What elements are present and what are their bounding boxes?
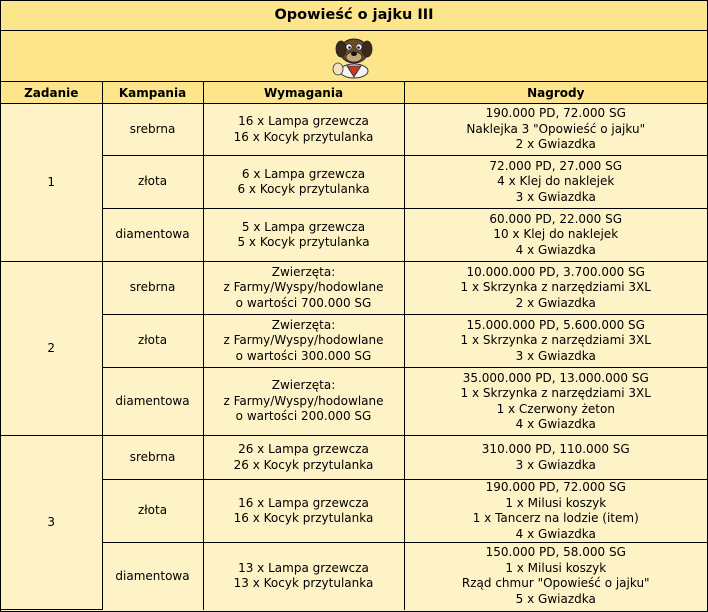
requirement-line: 5 x Kocyk przytulanka	[237, 235, 370, 249]
reward-line: 2 x Gwiazdka	[515, 137, 596, 152]
reward-line: 10 x Klej do naklejek	[493, 227, 619, 242]
requirement-line: o wartości 700.000 SG	[235, 295, 372, 310]
campaign-cell: złota	[102, 315, 203, 368]
requirement-line: o wartości 300.000 SG	[235, 348, 372, 363]
reward-line: 1 x Skrzynka z narzędziami 3XL	[460, 333, 651, 348]
rewards-cell	[404, 436, 707, 480]
reward-line: 3 x Gwiazdka	[515, 189, 596, 204]
campaign-cell: srebrna	[102, 436, 203, 480]
reward-line: 35.000.000 PD, 13.000.000 SG	[462, 370, 649, 385]
table-row	[1, 543, 707, 610]
requirement-line: 13 x Lampa grzewcza	[238, 560, 369, 575]
rewards-cell	[404, 209, 707, 262]
reward-line: 1 x Milusi koszyk	[505, 560, 607, 575]
reward-line: 5 x Gwiazdka	[515, 591, 596, 606]
rewards-cell	[404, 156, 707, 209]
requirements-cell	[203, 543, 404, 610]
reward-line: 1 x Tancerz na lodzie (item)	[472, 511, 639, 525]
table-row	[1, 156, 707, 209]
reward-line: 190.000 PD, 72.000 SG	[485, 106, 626, 121]
reward-line: Rząd chmur "Opowieść o jajku"	[461, 576, 650, 591]
requirements-cell	[203, 480, 404, 543]
requirement-line: Zwierzęta:	[271, 264, 336, 279]
rewards-cell	[404, 543, 707, 610]
rewards-cell	[404, 104, 707, 156]
requirement-line: 6 x Kocyk przytulanka	[237, 182, 370, 196]
reward-line: 1 x Skrzynka z narzędziami 3XL	[460, 386, 651, 400]
reward-line: Naklejka 3 "Opowieść o jajku"	[466, 121, 646, 136]
requirements-cell	[203, 156, 404, 209]
table-row	[1, 436, 707, 480]
banner	[1, 31, 707, 82]
reward-line: 10.000.000 PD, 3.700.000 SG	[466, 264, 645, 279]
task-number: 3	[1, 436, 102, 610]
dog-mascot-icon	[327, 33, 381, 79]
rewards-cell	[404, 315, 707, 368]
table-row	[1, 209, 707, 262]
table-title: Opowieść o jajku III	[1, 1, 707, 31]
campaign-cell: diamentowa	[102, 368, 203, 436]
rewards-cell	[404, 262, 707, 315]
requirement-line: 5 x Lampa grzewcza	[241, 219, 366, 234]
reward-line: 4 x Klej do naklejek	[497, 174, 615, 189]
campaign-cell: srebrna	[102, 262, 203, 315]
requirement-line: 16 x Lampa grzewcza	[238, 495, 369, 510]
reward-line: 190.000 PD, 72.000 SG	[485, 480, 626, 494]
requirement-line: 26 x Kocyk przytulanka	[233, 457, 374, 472]
header-zadanie: Zadanie	[1, 82, 102, 104]
reward-line: 3 x Gwiazdka	[515, 457, 596, 472]
reward-line: 4 x Gwiazdka	[515, 526, 596, 541]
requirement-line: 13 x Kocyk przytulanka	[233, 576, 374, 591]
requirements-cell	[203, 315, 404, 368]
requirements-cell	[203, 104, 404, 156]
requirement-line: o wartości 200.000 SG	[235, 409, 372, 424]
header-kampania: Kampania	[102, 82, 203, 104]
campaign-cell: srebrna	[102, 104, 203, 156]
header-wymagania: Wymagania	[203, 82, 404, 104]
task-number: 1	[1, 104, 102, 262]
quest-table	[1, 82, 707, 610]
header-row	[1, 82, 707, 104]
requirements-cell	[203, 368, 404, 436]
requirement-line: Zwierzęta:	[271, 317, 336, 332]
reward-line: 1 x Milusi koszyk	[505, 495, 607, 510]
requirement-line: z Farmy/Wyspy/hodowlane	[223, 393, 384, 408]
campaign-cell: złota	[102, 480, 203, 543]
reward-line: 4 x Gwiazdka	[515, 242, 596, 257]
reward-line: 1 x Skrzynka z narzędziami 3XL	[460, 280, 651, 295]
task-number: 2	[1, 262, 102, 436]
table-row	[1, 315, 707, 368]
reward-line: 2 x Gwiazdka	[515, 295, 596, 310]
reward-line: 150.000 PD, 58.000 SG	[485, 545, 626, 560]
requirement-line: 16 x Kocyk przytulanka	[233, 129, 374, 144]
rewards-cell	[404, 368, 707, 436]
requirements-cell	[203, 262, 404, 315]
campaign-cell: diamentowa	[102, 209, 203, 262]
table-row	[1, 104, 707, 156]
rewards-cell	[404, 480, 707, 543]
reward-line: 4 x Gwiazdka	[515, 417, 596, 431]
campaign-cell: diamentowa	[102, 543, 203, 610]
requirement-line: 6 x Lampa grzewcza	[241, 166, 366, 181]
table-row	[1, 368, 707, 436]
reward-line: 60.000 PD, 22.000 SG	[489, 211, 623, 226]
requirement-line: z Farmy/Wyspy/hodowlane	[223, 280, 384, 295]
reward-line: 3 x Gwiazdka	[515, 348, 596, 363]
requirement-line: 16 x Kocyk przytulanka	[233, 511, 374, 525]
reward-line: 1 x Czerwony żeton	[496, 401, 615, 416]
reward-line: 15.000.000 PD, 5.600.000 SG	[466, 317, 645, 332]
requirement-line: 16 x Lampa grzewcza	[238, 114, 369, 128]
reward-line: 72.000 PD, 27.000 SG	[489, 158, 623, 173]
reward-line: 310.000 PD, 110.000 SG	[481, 442, 630, 456]
requirement-line: 26 x Lampa grzewcza	[238, 442, 369, 456]
requirements-cell	[203, 436, 404, 480]
requirements-cell	[203, 209, 404, 262]
requirement-line: z Farmy/Wyspy/hodowlane	[223, 333, 384, 348]
table-row	[1, 480, 707, 543]
campaign-cell: złota	[102, 156, 203, 209]
requirement-line: Zwierzęta:	[271, 378, 336, 393]
table-row	[1, 262, 707, 315]
header-nagrody: Nagrody	[404, 82, 707, 104]
